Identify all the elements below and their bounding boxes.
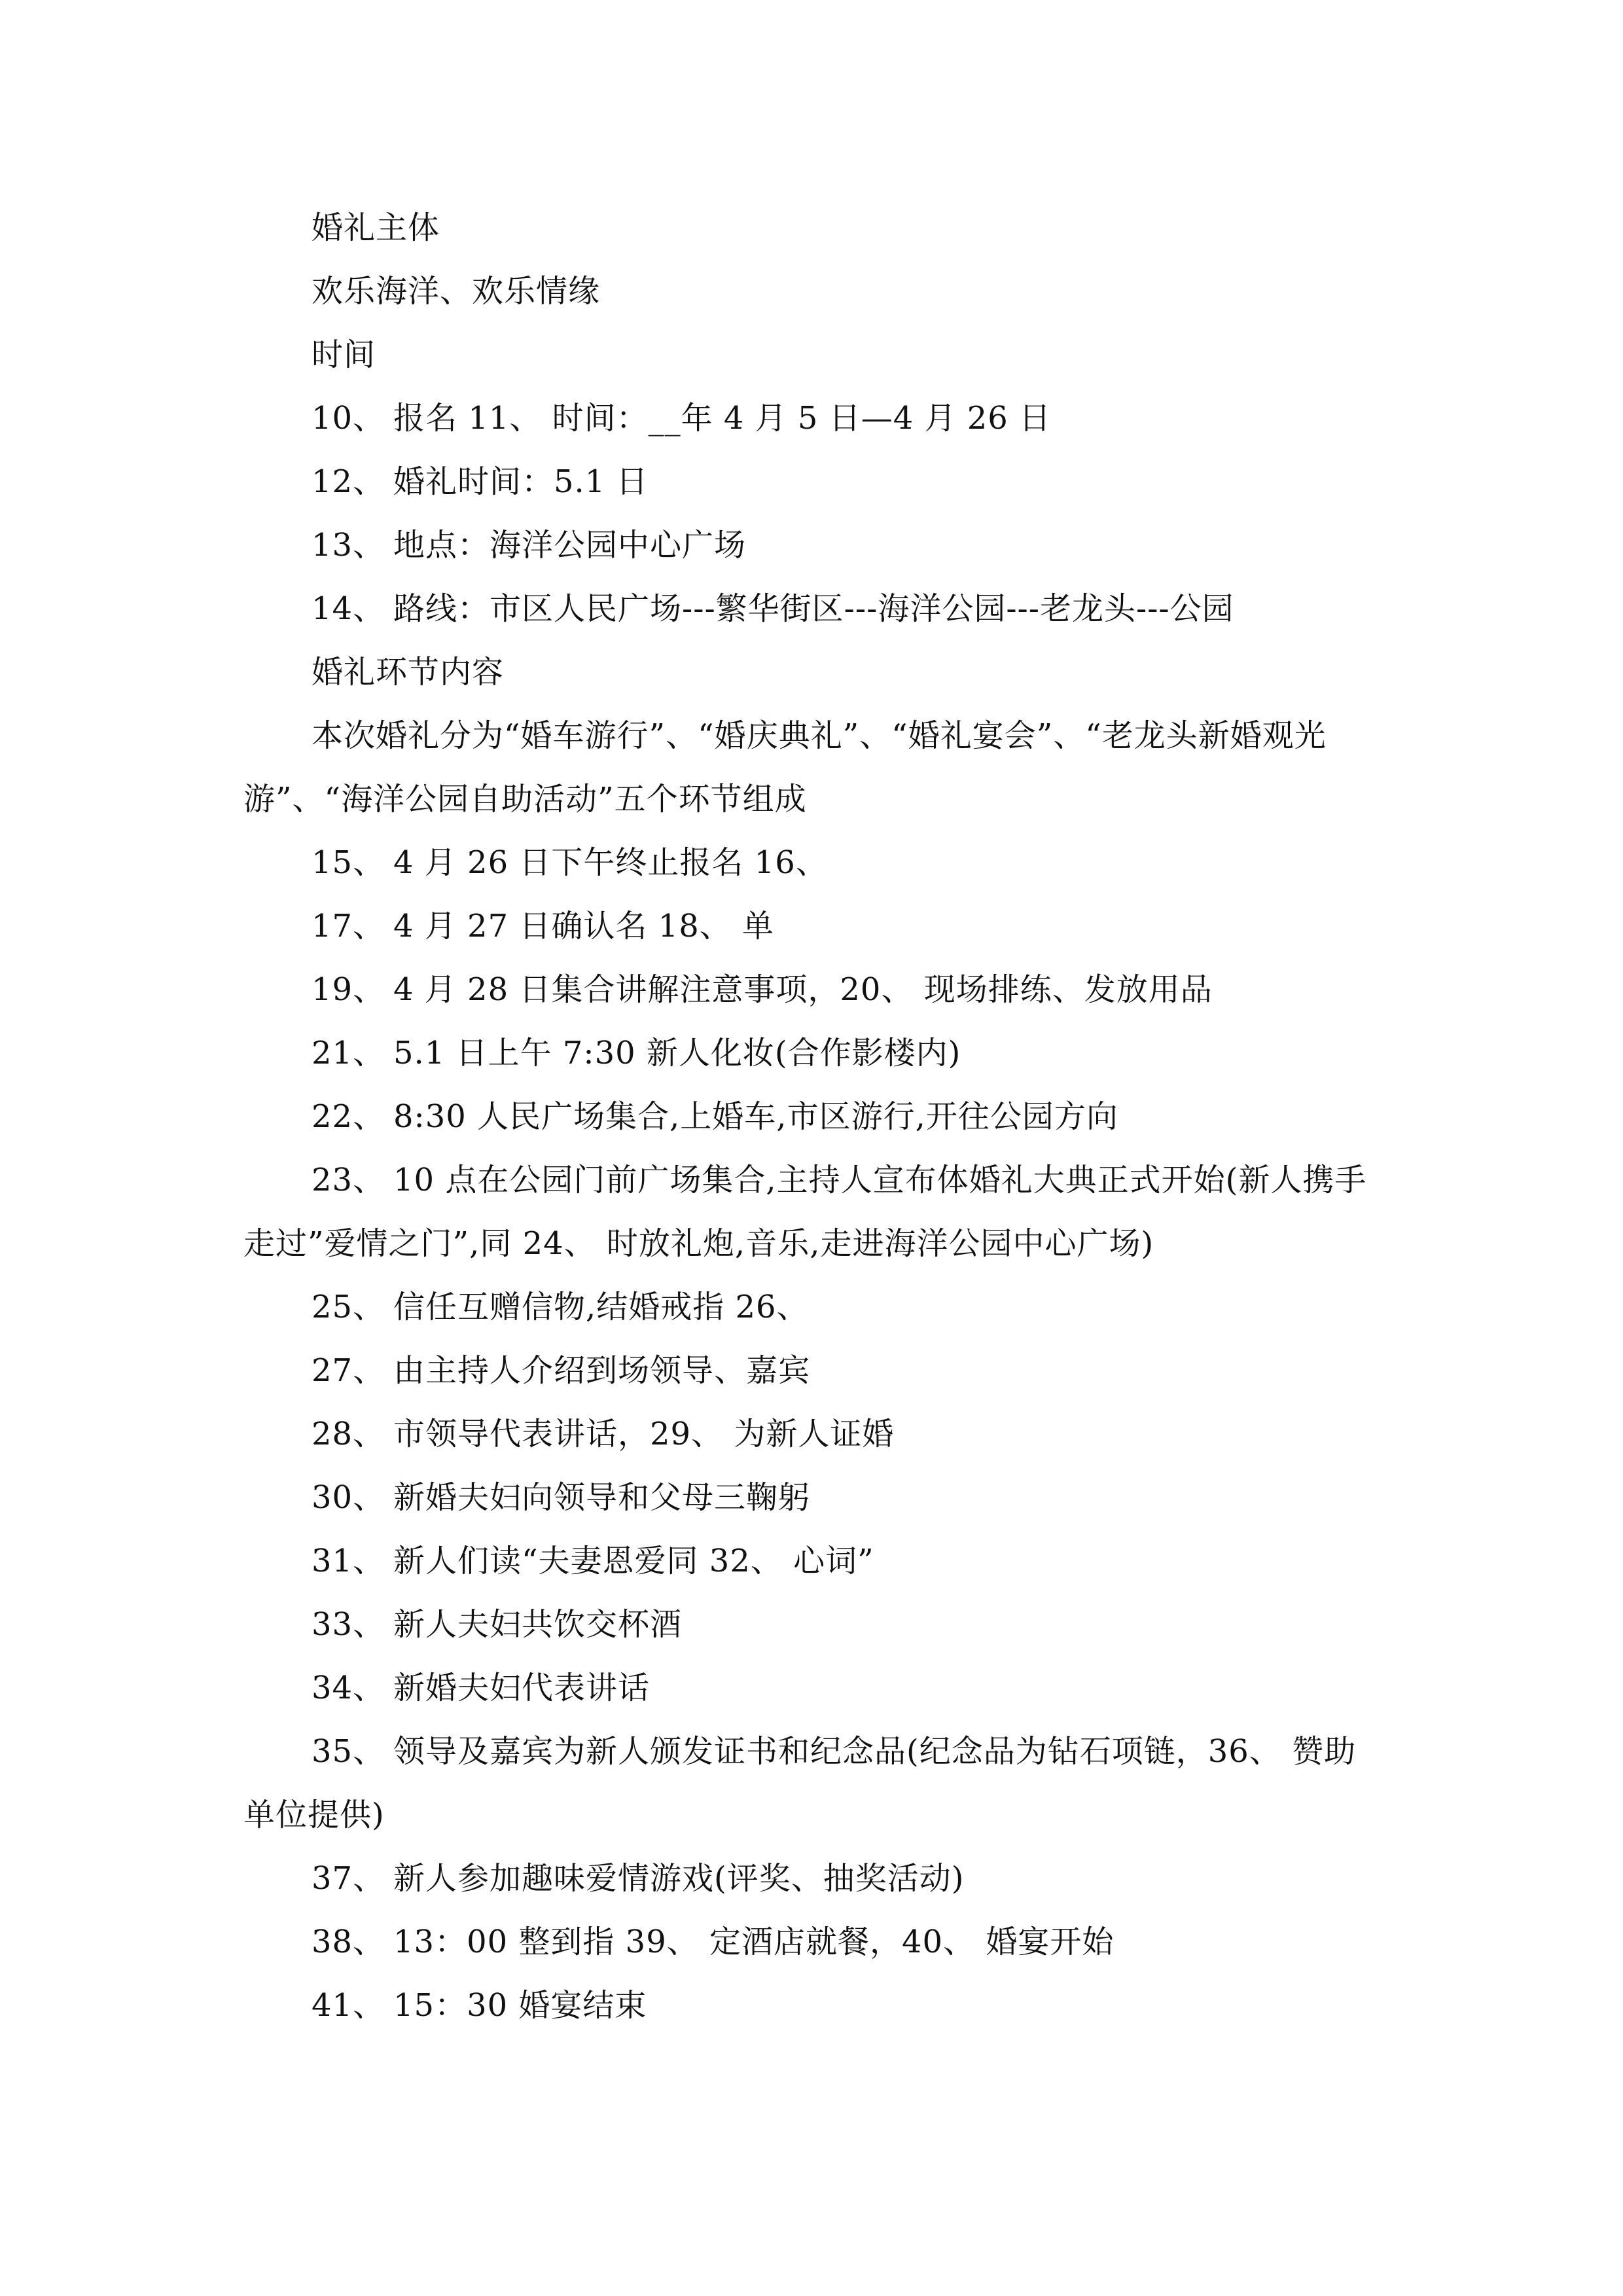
item-text: 报名 11、 时间：__年 4 月 5 日—4 月 26 日 — [393, 400, 1052, 437]
item-number: 27、 — [312, 1352, 385, 1389]
item-number: 15、 — [312, 844, 385, 881]
process-list-a — [243, 831, 1382, 1149]
item-text: 新人夫妇共饮交杯酒 — [393, 1606, 683, 1643]
list-item — [243, 514, 1382, 577]
segments-heading: 婚礼环节内容 — [312, 654, 505, 691]
item-number: 10、 — [312, 400, 385, 437]
list-item — [243, 1339, 1382, 1403]
item-text: 新人们读“夫妻恩爱同 32、 心词” — [393, 1543, 874, 1579]
item-number: 33、 — [312, 1606, 385, 1643]
item-number: 17、 — [312, 908, 385, 944]
list-item — [243, 1910, 1382, 1974]
item-text: 4 月 26 日下午终止报名 16、 — [393, 844, 828, 881]
list-item — [243, 895, 1382, 958]
item-text: 8:30 人民广场集合,上婚车,市区游行,开往公园方向 — [393, 1098, 1118, 1135]
item-number: 31、 — [312, 1543, 385, 1579]
list-item — [243, 577, 1382, 641]
item-text: 新婚夫妇代表讲话 — [393, 1670, 651, 1706]
list-item — [243, 1530, 1382, 1593]
item-number: 38、 — [312, 1924, 385, 1960]
segments-paragraph: 本次婚礼分为“婚车游行”、“婚庆典礼”、“婚礼宴会”、“老龙头新婚观光游”、“海洋公园自助活动”五个环节组成 — [243, 717, 1327, 817]
item-text: 新婚夫妇向领导和父母三鞠躬 — [393, 1479, 811, 1516]
item-number: 23、 — [312, 1162, 385, 1198]
item-text: 地点：海洋公园中心广场 — [393, 527, 747, 564]
item-text: 10 点在公园门前广场集合,主持人宣布体婚礼大典正式开始(新人携手走过”爱情之门”,同 24、 时放礼炮,音乐,走进海洋公园中心广场) — [243, 1162, 1367, 1262]
item-text: 由主持人介绍到场领导、嘉宾 — [393, 1352, 811, 1389]
process-list-c — [243, 1847, 1382, 2037]
list-item — [243, 1847, 1382, 1910]
item-number: 21、 — [312, 1035, 385, 1071]
item-number: 35、 — [312, 1733, 385, 1770]
list-item-wrapped — [243, 1720, 1382, 1847]
item-number: 22、 — [312, 1098, 385, 1135]
list-item — [243, 387, 1382, 450]
item-number: 41、 — [312, 1987, 385, 2024]
subject-heading: 婚礼主体 — [312, 209, 440, 246]
item-number: 13、 — [312, 527, 385, 564]
item-text: 13：00 整到指 39、 定酒店就餐，40、 婚宴开始 — [393, 1924, 1115, 1960]
list-item — [243, 1593, 1382, 1657]
list-item — [243, 450, 1382, 514]
item-text: 信任互赠信物,结婚戒指 26、 — [393, 1289, 809, 1325]
item-text: 领导及嘉宾为新人颁发证书和纪念品(纪念品为钻石项链，36、 赞助单位提供) — [243, 1733, 1357, 1833]
item-number: 14、 — [312, 590, 385, 627]
list-item-wrapped — [243, 1149, 1382, 1276]
item-text: 15：30 婚宴结束 — [393, 1987, 647, 2024]
item-text: 婚礼时间：5.1 日 — [393, 463, 649, 500]
list-item — [243, 1466, 1382, 1530]
list-item — [243, 1276, 1382, 1339]
item-number: 34、 — [312, 1670, 385, 1706]
list-item — [243, 1403, 1382, 1466]
item-text: 5.1 日上午 7:30 新人化妆(合作影楼内) — [393, 1035, 961, 1071]
schedule-list — [243, 387, 1382, 641]
list-item — [243, 1085, 1382, 1149]
item-number: 25、 — [312, 1289, 385, 1325]
time-heading: 时间 — [312, 336, 376, 373]
item-text: 市领导代表讲话，29、 为新人证婚 — [393, 1416, 895, 1452]
item-text: 4 月 28 日集合讲解注意事项，20、 现场排练、发放用品 — [393, 971, 1213, 1008]
item-text: 新人参加趣味爱情游戏(评奖、抽奖活动) — [393, 1860, 965, 1897]
subject-value: 欢乐海洋、欢乐情缘 — [312, 273, 601, 310]
item-number: 19、 — [312, 971, 385, 1008]
list-item — [243, 1022, 1382, 1085]
list-item — [243, 1974, 1382, 2037]
item-text: 路线：市区人民广场---繁华街区---海洋公园---老龙头---公园 — [393, 590, 1234, 627]
item-number: 28、 — [312, 1416, 385, 1452]
list-item — [243, 1657, 1382, 1720]
item-number: 30、 — [312, 1479, 385, 1516]
process-list-b — [243, 1276, 1382, 1720]
item-number: 37、 — [312, 1860, 385, 1897]
item-text: 4 月 27 日确认名 18、 单 — [393, 908, 774, 944]
list-item — [243, 958, 1382, 1022]
list-item — [243, 831, 1382, 895]
document-body — [243, 196, 1382, 2037]
item-number: 12、 — [312, 463, 385, 500]
